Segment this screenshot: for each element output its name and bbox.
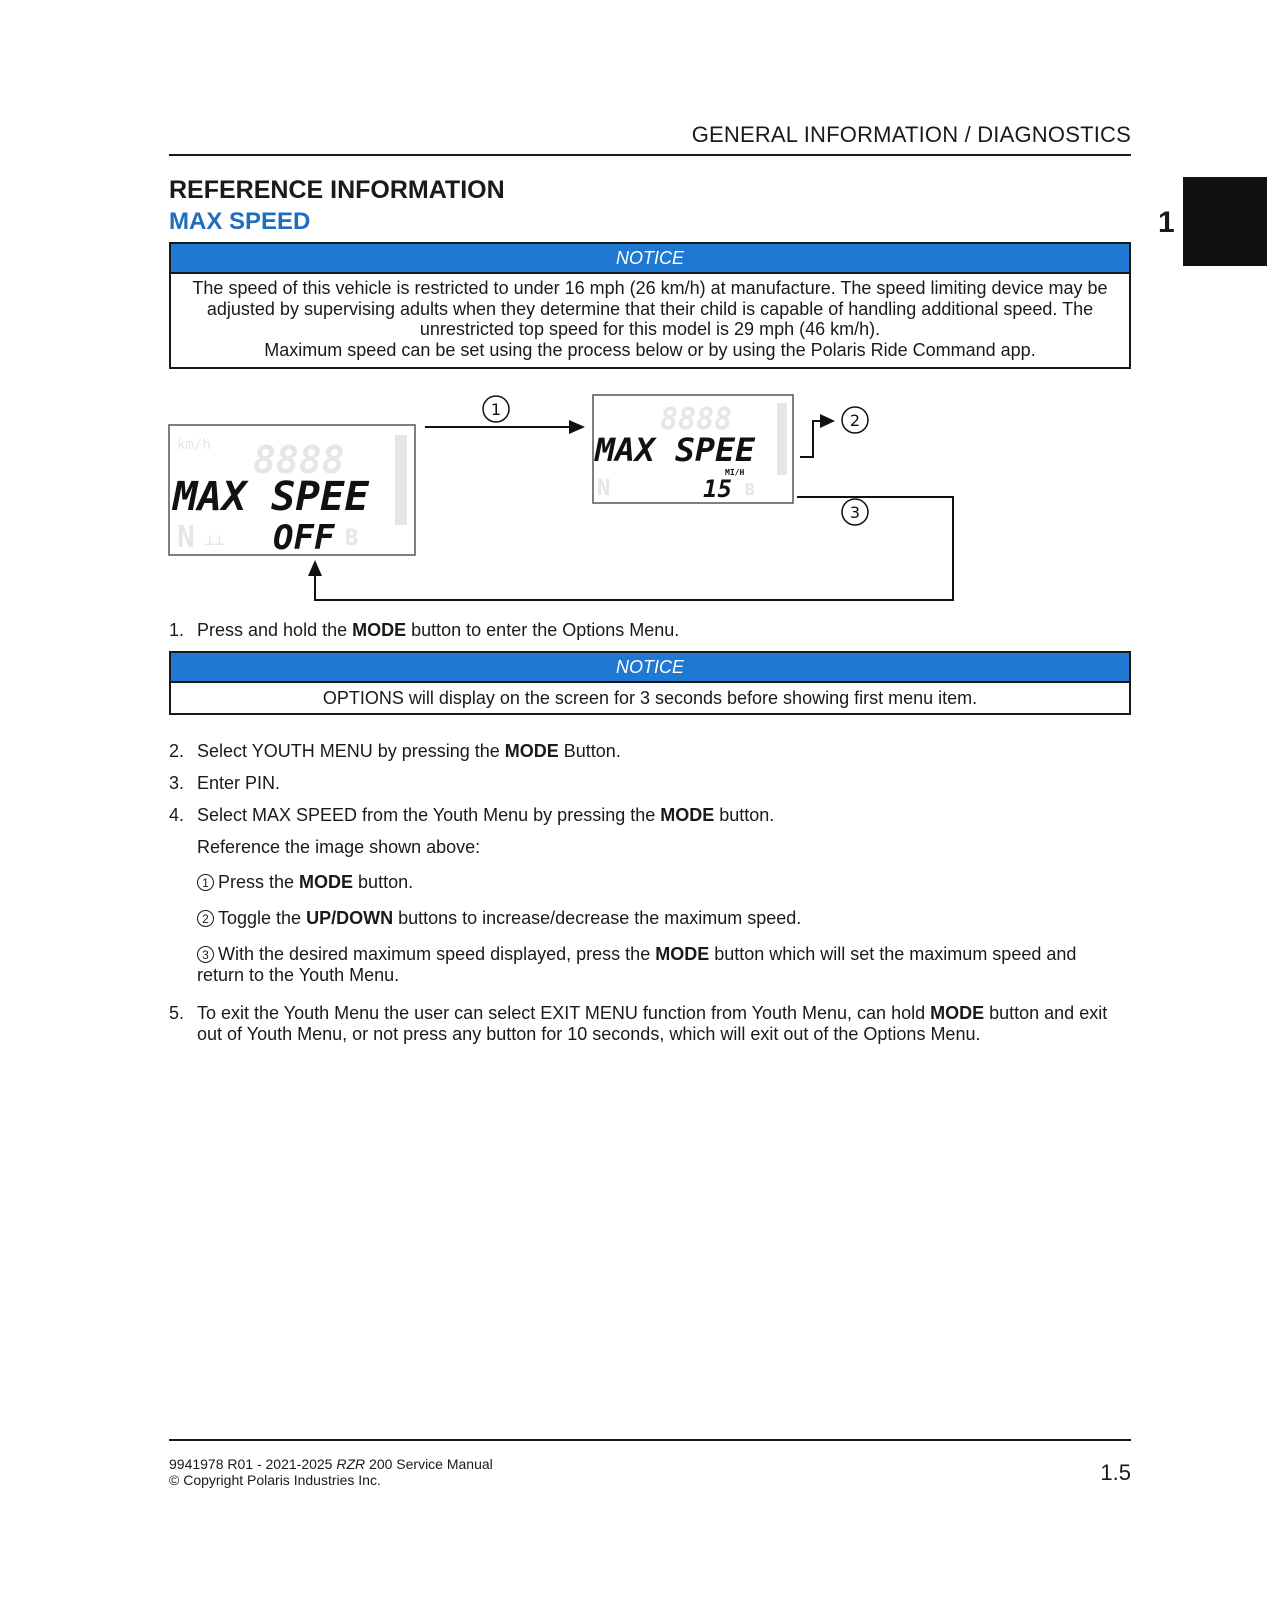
arrow-mode-press — [425, 420, 585, 434]
chapter-tab-number: 1 — [1158, 206, 1175, 239]
footer-copyright: © Copyright Polaris Industries Inc. — [169, 1472, 381, 1488]
lcd-top-text: MAX SPEE — [170, 474, 370, 520]
max-speed-display-diagram — [165, 385, 995, 610]
step-number: 4. — [169, 805, 185, 825]
svg-text:km/h: km/h — [177, 437, 211, 453]
svg-text:B: B — [345, 526, 359, 551]
step-number: 1. — [169, 620, 185, 640]
step-4-sub-2: 2 Toggle the UP/DOWN buttons to increase/decrease the maximum speed. — [197, 908, 1131, 929]
callout-icon: 3 — [197, 946, 214, 963]
callout-number: 2 — [849, 411, 861, 430]
callout-number: 1 — [490, 400, 502, 419]
step-number: 3. — [169, 773, 185, 793]
footer-doc-info — [169, 1456, 493, 1488]
arrow-toggle — [800, 414, 835, 457]
callout-1 — [483, 396, 509, 422]
notice-box-options — [169, 651, 1131, 715]
notice-line: unrestricted top speed for this model is 29 mph (46 km/h). — [419, 319, 881, 339]
step-4-sub-3: 3 With the desired maximum speed displayed, press the MODE button which will set the maximum speed and return to the Youth Menu. — [197, 944, 1077, 985]
section-title: REFERENCE INFORMATION — [169, 176, 505, 204]
notice-label: NOTICE — [171, 244, 1129, 274]
step-number: 5. — [169, 1003, 185, 1023]
step-text: To exit the Youth Menu the user can select EXIT MENU function from Youth Menu, can hold MODE button and exit out of Youth Menu, or not press any button for 10 seconds, which will exit out of the Options Menu. — [197, 1003, 1108, 1044]
notice-line: adjusted by supervising adults when they determine that their child is capable of handling additional speed. The — [206, 298, 1094, 319]
step-text: Enter PIN. — [197, 773, 281, 793]
svg-text:8888: 8888 — [660, 402, 733, 437]
notice-line: Maximum speed can be set using the process below or by using the Polaris Ride Command app. — [264, 339, 1036, 360]
subsection-title: MAX SPEED — [169, 208, 311, 235]
notice-body: OPTIONS will display on the screen for 3 seconds before showing first menu item. — [322, 688, 978, 708]
notice-body — [171, 274, 1129, 365]
callout-icon: 2 — [197, 910, 214, 927]
step-number: 2. — [169, 741, 185, 761]
lcd-unit-text: MI/H — [725, 468, 745, 477]
callout-3 — [842, 499, 868, 525]
notice-label: NOTICE — [171, 653, 1129, 683]
lcd-bottom-text: 15 — [703, 475, 732, 503]
lcd-top-text: MAX SPEE — [593, 431, 756, 469]
step-text: Press and hold the MODE button to enter the Options Menu. — [197, 620, 680, 640]
lcd-display-15 — [593, 395, 793, 503]
svg-text:N: N — [177, 520, 196, 555]
callout-2 — [842, 407, 868, 433]
svg-text:⊥⟂: ⊥⟂ — [205, 530, 225, 549]
svg-text:B: B — [745, 480, 755, 499]
lcd-display-off — [169, 425, 415, 558]
notice-line: The speed of this vehicle is restricted to under 16 mph (26 km/h) at manufacture. The speed limiting device may be — [192, 278, 1108, 298]
svg-text:8888: 8888 — [253, 438, 345, 482]
lcd-bottom-text: OFF — [273, 518, 335, 558]
callout-number: 3 — [849, 503, 861, 522]
header-rule — [169, 154, 1131, 156]
callout-icon: 1 — [197, 874, 214, 891]
page-number: 1.5 — [1100, 1460, 1131, 1485]
chapter-tab — [1183, 177, 1267, 266]
svg-text:N: N — [597, 476, 611, 501]
notice-box-speed-restriction — [169, 242, 1131, 369]
step-text: Select MAX SPEED from the Youth Menu by pressing the MODE button. — [197, 805, 775, 825]
step-4-reference: Reference the image shown above: — [197, 837, 481, 857]
footer-doc-title: 9941978 R01 - 2021-2025 RZR 200 Service Manual — [169, 1456, 493, 1472]
footer-rule — [169, 1439, 1131, 1441]
step-text: Select YOUTH MENU by pressing the MODE Button. — [197, 741, 621, 761]
step-4-sub-1: 1 Press the MODE button. — [197, 872, 1131, 893]
running-header: GENERAL INFORMATION / DIAGNOSTICS — [691, 122, 1131, 147]
